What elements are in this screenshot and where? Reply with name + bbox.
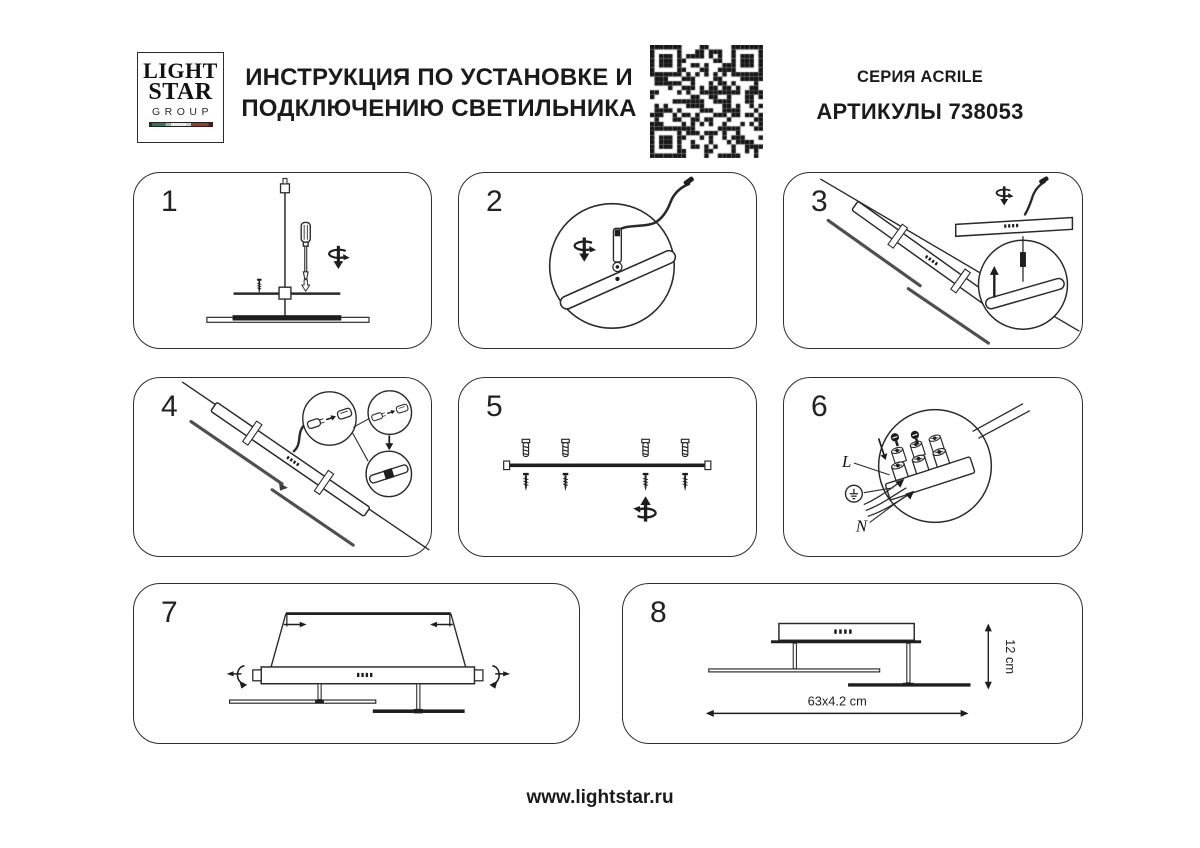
label-l: L: [842, 452, 852, 471]
step-panel-3: [783, 172, 1083, 349]
step-number: 2: [486, 185, 503, 218]
qr-code: [650, 45, 763, 158]
rotation-arrow-icon: [329, 246, 350, 269]
logo-word-light: LIGHT: [143, 58, 218, 83]
step-number: 8: [650, 596, 667, 629]
step-panel-6: [783, 377, 1083, 557]
page-title: [233, 62, 645, 124]
rotation-arrow-icon: [633, 496, 655, 521]
screw-icon: [257, 279, 262, 294]
step-number: 1: [161, 185, 178, 218]
lightstar-logo: [137, 52, 224, 143]
rotate-out-arrow-icon: [503, 671, 510, 676]
rotation-arrow-icon: [997, 186, 1014, 205]
step4-figure: [134, 378, 431, 556]
step2-figure: [459, 173, 756, 348]
step-panel-7: [133, 583, 580, 744]
inward-arrow-icon: [300, 622, 307, 628]
label-n: N: [855, 516, 868, 536]
step-panel-2: [458, 172, 757, 349]
insert-arrow-icon: [302, 280, 310, 291]
step-number: 7: [161, 596, 178, 629]
logo-flag-bar: [149, 122, 213, 127]
step5-figure: [459, 378, 756, 556]
step-number: 3: [811, 185, 828, 218]
article-number: АРТИКУЛЫ 738053: [816, 99, 1024, 124]
step-panel-1: [133, 172, 432, 349]
series-name: СЕРИЯ ACRILE: [856, 68, 984, 86]
step-number: 4: [161, 390, 178, 423]
screw-icon: [643, 473, 649, 491]
step-panel-8: [622, 583, 1083, 744]
dowel-icon: [522, 439, 530, 456]
title-line-2: ПОДКЛЮЧЕНИЮ СВЕТИЛЬНИКА: [241, 95, 637, 122]
rotate-out-arrow-icon: [227, 671, 234, 676]
logo-word-group: GROUP: [151, 106, 213, 118]
step-number: 5: [486, 390, 503, 423]
step3-figure: [784, 173, 1082, 348]
dowel-icon: [562, 439, 570, 456]
step7-figure: [134, 584, 579, 743]
dowel-icon: [681, 439, 689, 456]
earth-icon: [845, 485, 862, 502]
title-line-1: ИНСТРУКЦИЯ ПО УСТАНОВКЕ И: [245, 64, 633, 91]
screw-icon: [682, 473, 688, 491]
step-panel-5: [458, 377, 757, 557]
step-panel-4: [133, 377, 432, 557]
inward-arrow-icon: [430, 622, 437, 628]
down-arrow-icon: [385, 443, 393, 450]
step6-figure: [784, 378, 1082, 556]
dowel-icon: [642, 439, 650, 456]
height-dimension: 12 cm: [1003, 639, 1019, 675]
logo-word-star: STAR: [148, 79, 213, 105]
website-url: www.lightstar.ru: [526, 787, 674, 808]
screwdriver-icon: [301, 222, 310, 278]
step8-figure: [623, 584, 1082, 743]
width-dimension: 63x4.2 cm: [807, 693, 867, 709]
screw-icon: [563, 473, 569, 491]
product-info: [785, 68, 1055, 125]
step1-figure: [134, 173, 431, 348]
screw-icon: [523, 473, 529, 491]
step-number: 6: [811, 390, 828, 423]
